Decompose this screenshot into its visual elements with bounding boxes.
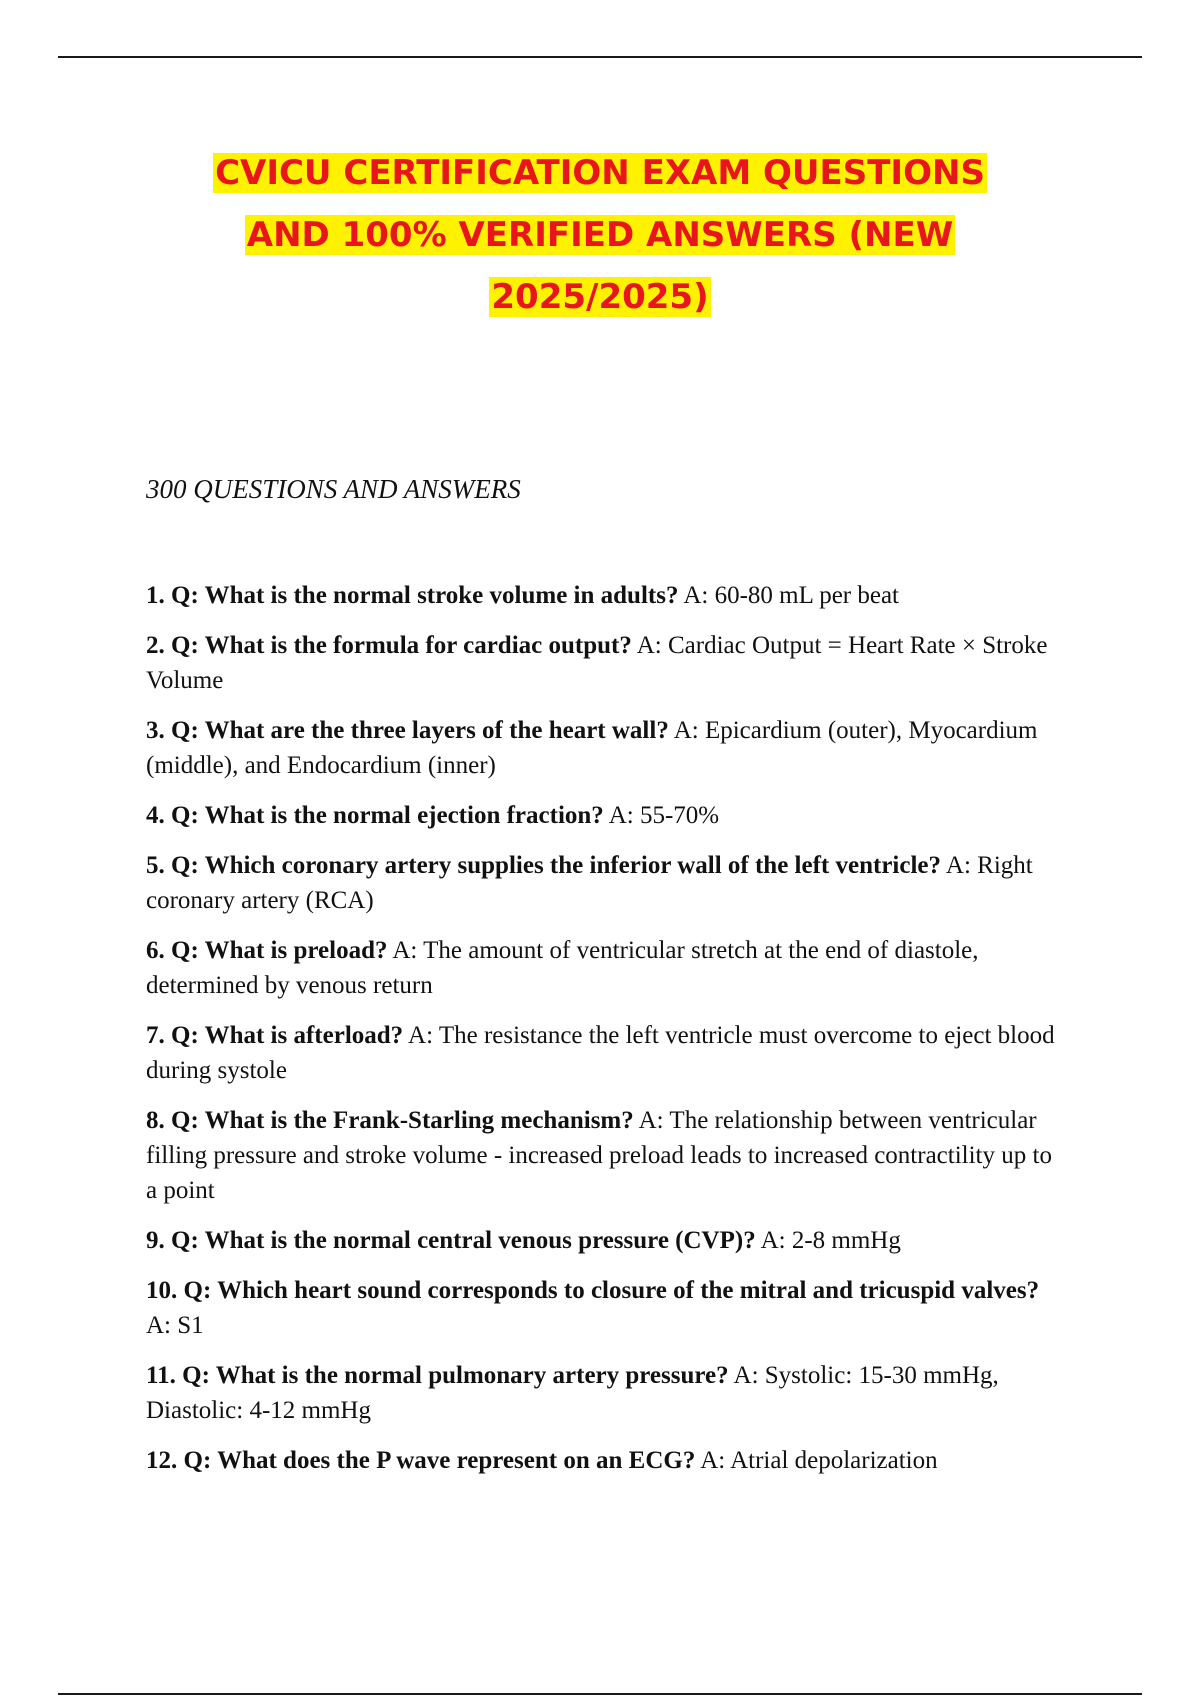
answer: A: S1 — [146, 1312, 204, 1339]
question: 5. Q: Which coronary artery supplies the inferior wall of the left ventricle? — [146, 852, 942, 879]
qa-item — [146, 578, 1056, 613]
qa-item — [146, 933, 1056, 1003]
document-title — [0, 142, 1200, 328]
answer: A: The amount of ventricular stretch at the end of diastole, determined by venous return — [146, 937, 979, 999]
bottom-rule — [58, 1693, 1142, 1695]
question: 10. Q: Which heart sound corresponds to closure of the mitral and tricuspid valves? — [146, 1277, 1040, 1304]
subtitle: 300 QUESTIONS AND ANSWERS — [146, 474, 521, 504]
qa-item — [146, 713, 1056, 783]
qa-item — [146, 1018, 1056, 1088]
question: 2. Q: What is the formula for cardiac output? — [146, 632, 632, 659]
qa-item — [146, 628, 1056, 698]
question: 12. Q: What does the P wave represent on an ECG? — [146, 1447, 696, 1474]
question: 7. Q: What is afterload? — [146, 1022, 404, 1049]
answer: A: Systolic: 15-30 mmHg, Diastolic: 4-12 mmHg — [146, 1362, 999, 1424]
question: 4. Q: What is the normal ejection fraction? — [146, 802, 604, 829]
question: 1. Q: What is the normal stroke volume in adults? — [146, 582, 679, 609]
answer: A: Epicardium (outer), Myocardium (middle), and Endocardium (inner) — [146, 717, 1038, 779]
answer: A: 55-70% — [608, 802, 720, 829]
answer: A: Cardiac Output = Heart Rate × Stroke Volume — [146, 632, 1048, 694]
answer: A: 2-8 mmHg — [760, 1227, 901, 1254]
qa-item — [146, 1443, 1056, 1478]
question: 11. Q: What is the normal pulmonary artery pressure? — [146, 1362, 729, 1389]
qa-item — [146, 1223, 1056, 1258]
answer: A: Right coronary artery (RCA) — [146, 852, 1033, 914]
qa-item — [146, 798, 1056, 833]
answer: A: The resistance the left ventricle must overcome to eject blood during systole — [146, 1022, 1055, 1084]
title-line-2: AND 100% VERIFIED ANSWERS (NEW — [246, 215, 954, 255]
question: 6. Q: What is preload? — [146, 937, 388, 964]
qa-list — [146, 578, 1056, 1493]
top-rule — [58, 56, 1142, 58]
question: 9. Q: What is the normal central venous pressure (CVP)? — [146, 1227, 756, 1254]
answer: A: The relationship between ventricular filling pressure and stroke volume - increased preload leads to increased contractility up to a point — [146, 1107, 1052, 1204]
answer: A: 60-80 mL per beat — [683, 582, 900, 609]
title-line-3: 2025/2025) — [491, 277, 709, 317]
title-line-1: CVICU CERTIFICATION EXAM QUESTIONS — [215, 153, 985, 193]
qa-item — [146, 1358, 1056, 1428]
question: 3. Q: What are the three layers of the heart wall? — [146, 717, 669, 744]
question: 8. Q: What is the Frank-Starling mechanism? — [146, 1107, 634, 1134]
qa-item — [146, 848, 1056, 918]
answer: A: Atrial depolarization — [700, 1447, 938, 1474]
qa-item — [146, 1103, 1056, 1208]
qa-item — [146, 1273, 1056, 1343]
